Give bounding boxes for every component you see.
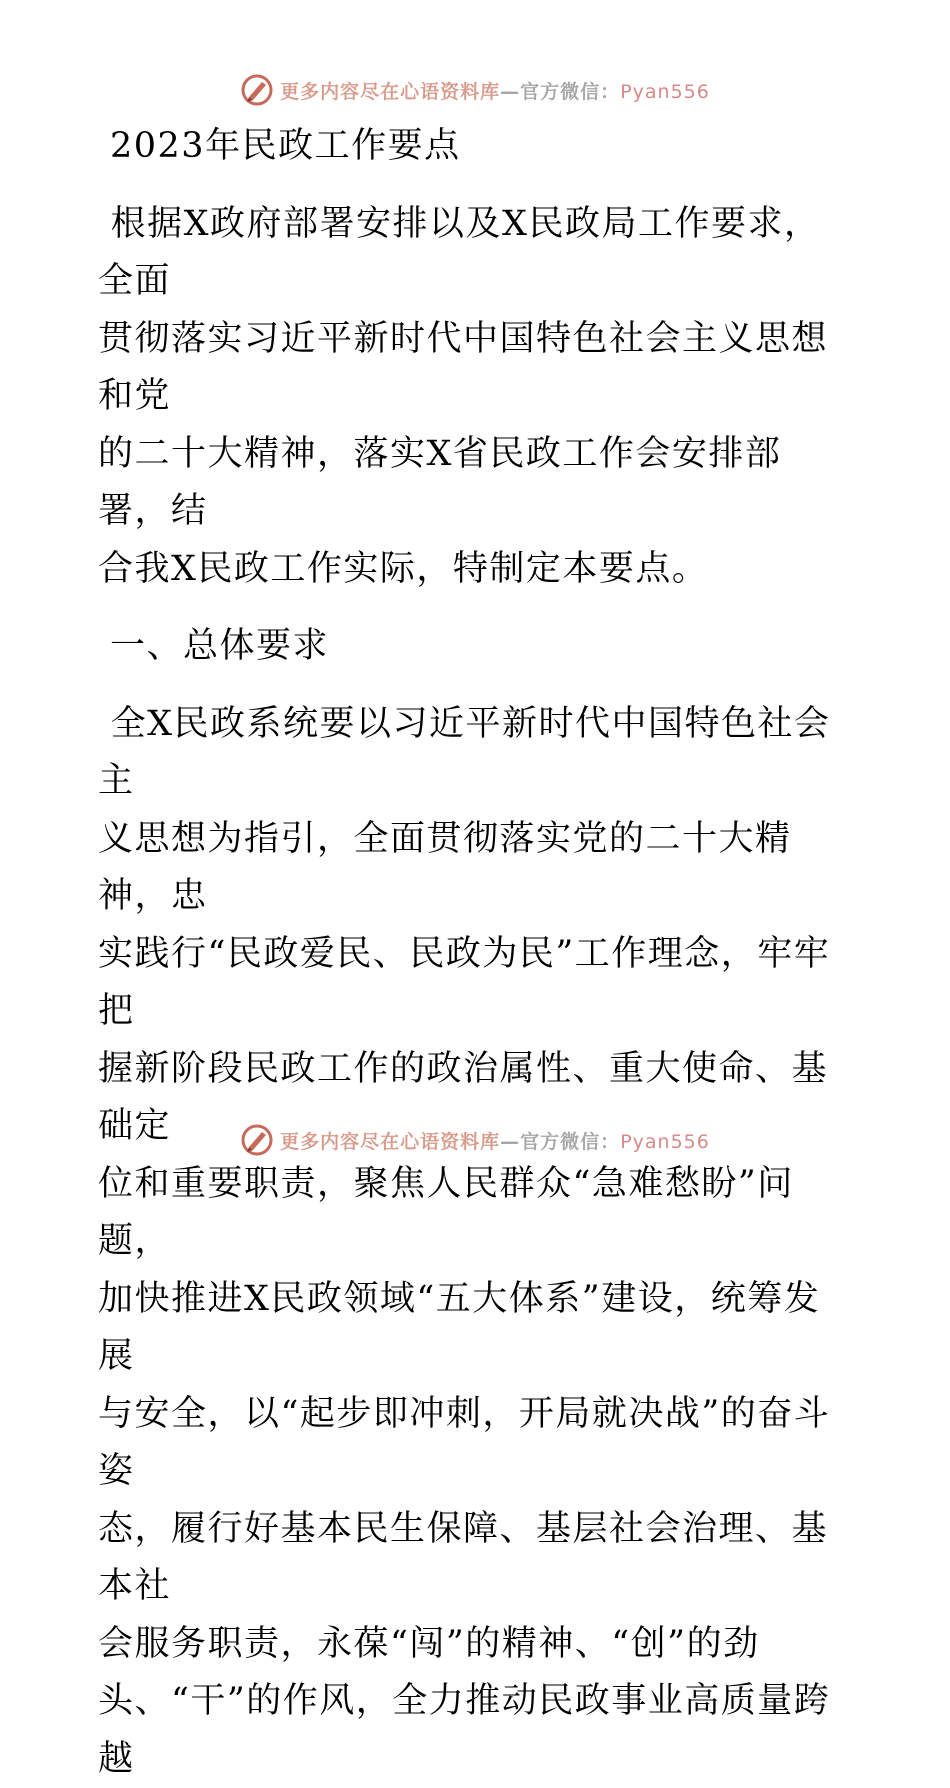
watermark-header: [0, 70, 950, 110]
section-line: 会服务职责，永葆“闯”的精神、“创”的劲: [98, 1623, 760, 1664]
document-title: 2023年民政工作要点: [110, 126, 461, 166]
section-line: 态，履行好基本民生保障、基层社会治理、基本社: [98, 1508, 829, 1606]
watermark-text: [280, 1127, 710, 1154]
section-line: 义思想为指引，全面贯彻落实党的二十大精神，忠: [98, 818, 792, 916]
intro-line: 的二十大精神，落实X省民政工作会安排部署，结: [98, 433, 782, 531]
watermark-text: [280, 77, 710, 104]
watermark-label: —官方微信：: [500, 1130, 621, 1153]
intro-line: 根据X政府部署安排以及X民政局工作要求，全面: [98, 203, 821, 301]
watermark-wechat-id: Pyan556: [620, 1130, 710, 1153]
section-line: 全X民政系统要以习近平新时代中国特色社会主: [98, 703, 831, 801]
section-line: 与安全，以“起步即冲刺，开局就决战”的奋斗姿: [98, 1393, 831, 1491]
section-line: 位和重要职责，聚焦人民群众“急难愁盼”问题，: [98, 1163, 794, 1261]
section-line: 实践行“民政爱民、民政为民”工作理念，牢牢把: [98, 933, 831, 1031]
watermark-label: —官方微信：: [500, 80, 621, 103]
watermark-brand: 更多内容尽在心语资料库: [280, 1130, 501, 1153]
section-line: 加快推进X民政领域“五大体系”建设，统筹发展: [98, 1278, 821, 1376]
document-body: [98, 118, 854, 1788]
section-line: 头、“干”的作风，全力推动民政事业高质量跨越: [98, 1681, 831, 1779]
intro-line: 贯彻落实习近平新时代中国特色社会主义思想和党: [98, 318, 829, 416]
intro-line: 合我X民政工作实际，特制定本要点。: [98, 548, 709, 589]
watermark-footer: [0, 1120, 950, 1160]
pen-logo-icon: [240, 1123, 274, 1157]
watermark-brand: 更多内容尽在心语资料库: [280, 80, 501, 103]
section-line: 握新阶段民政工作的政治属性、重大使命、基础定: [98, 1048, 829, 1146]
watermark-wechat-id: Pyan556: [620, 80, 710, 103]
pen-logo-icon: [240, 73, 274, 107]
section-heading: 一、总体要求: [110, 626, 330, 666]
